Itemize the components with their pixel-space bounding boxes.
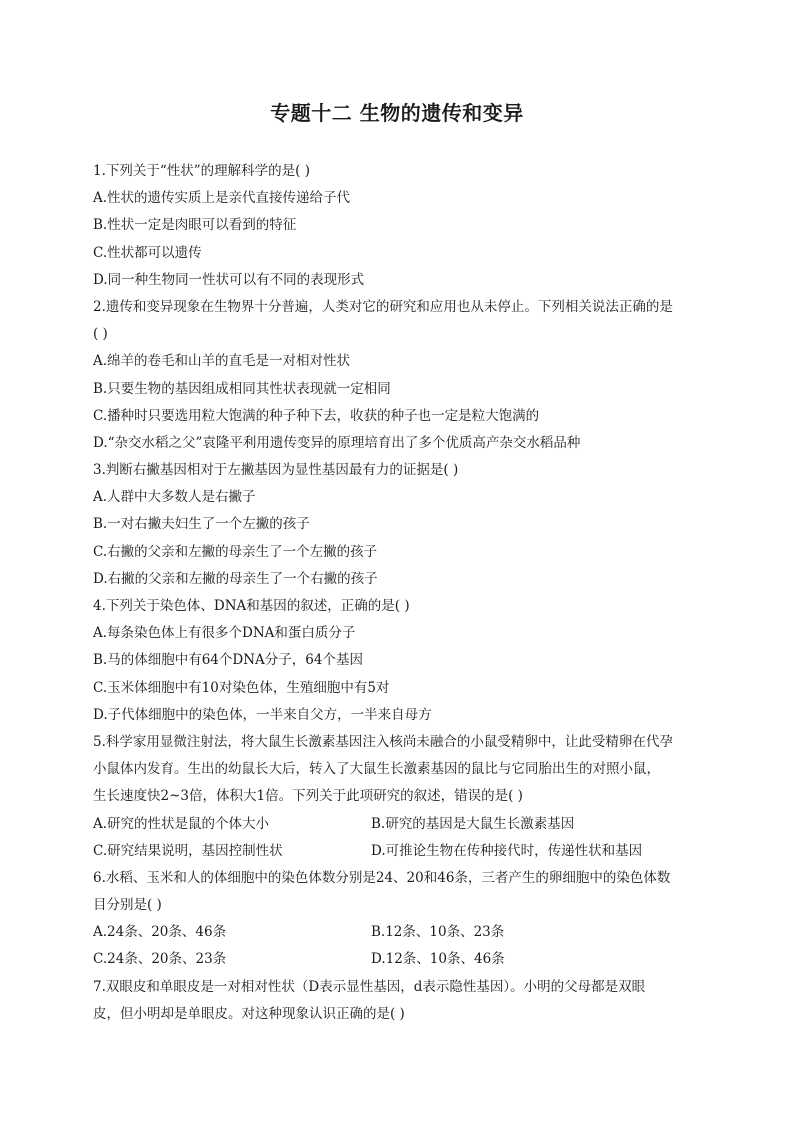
q4-stem: 4.下列关于染色体、DNA和基因的叙述，正确的是( ) bbox=[93, 598, 410, 614]
q6-option-a: A.24条、20条、46条 bbox=[93, 924, 227, 941]
q5-stem-cont: 生长速度快2~3倍，体积大1倍。下列关于此项研究的叙述，错误的是( ) bbox=[93, 788, 523, 805]
page-title: 专题十二 生物的遗传和变异 bbox=[270, 101, 524, 125]
q3-stem: 3.判断右撇基因相对于左撇基因为显性基因最有力的证据是( ) bbox=[93, 462, 459, 479]
q5-stem-cont: 小鼠体内发育。生出的幼鼠长大后，转入了大鼠生长激素基因的鼠比与它同胎出生的对照小鼠， bbox=[93, 761, 660, 778]
q6-options-row bbox=[93, 946, 703, 973]
question-list bbox=[93, 158, 703, 1028]
q2-option-c: C.播种时只要选用粒大饱满的种子种下去，收获的种子也一定是粒大饱满的 bbox=[93, 407, 540, 424]
q1-option-d: D.同一种生物同一性状可以有不同的表现形式 bbox=[93, 271, 365, 288]
q4-option-b: B.马的体细胞中有64个DNA分子，64个基因 bbox=[93, 652, 363, 669]
q6-option-c: C.24条、20条、23条 bbox=[93, 951, 227, 968]
q5-option-d: D.可推论生物在传种接代时，传递性状和基因 bbox=[371, 842, 643, 859]
q7-stem-cont: 皮，但小明却是单眼皮。对这种现象认识正确的是( ) bbox=[93, 1005, 405, 1022]
q6-stem: 6.水稻、玉米和人的体细胞中的染色体数分别是24、20和46条，三者产生的卵细胞中的染色体数 bbox=[93, 869, 671, 886]
q5-option-c: C.研究结果说明，基因控制性状 bbox=[93, 842, 283, 859]
q1-option-c: C.性状都可以遗传 bbox=[93, 244, 202, 261]
q1-option-b: B.性状一定是肉眼可以看到的特征 bbox=[93, 217, 297, 234]
q2-stem: 2.遗传和变异现象在生物界十分普遍，人类对它的研究和应用也从未停止。下列相关说法正确的是 bbox=[93, 298, 673, 315]
q4-option-c: C.玉米体细胞中有10对染色体，生殖细胞中有5对 bbox=[93, 679, 390, 696]
q3-option-a: A.人群中大多数人是右撇子 bbox=[93, 489, 256, 506]
q2-stem-cont: ( ) bbox=[93, 326, 108, 343]
q2-option-a: A.绵羊的卷毛和山羊的直毛是一对相对性状 bbox=[93, 353, 351, 370]
q6-stem-cont: 目分别是( ) bbox=[93, 897, 162, 914]
q5-options-row bbox=[93, 838, 703, 865]
q2-option-d: D.“杂交水稻之父”袁隆平利用遗传变异的原理培育出了多个优质高产杂交水稻品种 bbox=[93, 434, 581, 451]
q6-option-b: B.12条、10条、23条 bbox=[371, 924, 505, 941]
q2-option-b: B.只要生物的基因组成相同其性状表现就一定相同 bbox=[93, 380, 391, 397]
q4-option-d: D.子代体细胞中的染色体，一半来自父方，一半来自母方 bbox=[93, 706, 432, 723]
q3-option-d: D.右撇的父亲和左撇的母亲生了一个右撇的孩子 bbox=[93, 570, 378, 587]
q6-options-row bbox=[93, 919, 703, 946]
q5-option-a: A.研究的性状是鼠的个体大小 bbox=[93, 815, 270, 832]
q5-options-row bbox=[93, 811, 703, 838]
q7-stem: 7.双眼皮和单眼皮是一对相对性状（D表示显性基因，d表示隐性基因）。小明的父母都是双眼 bbox=[93, 978, 646, 995]
q1-option-a: A.性状的遗传实质上是亲代直接传递给子代 bbox=[93, 190, 351, 207]
q6-option-d: D.12条、10条、46条 bbox=[371, 951, 505, 968]
q5-stem: 5.科学家用显微注射法，将大鼠生长激素基因注入核尚未融合的小鼠受精卵中，让此受精卵在代孕 bbox=[93, 733, 673, 750]
q3-option-b: B.一对右撇夫妇生了一个左撇的孩子 bbox=[93, 516, 310, 533]
q1-stem: 1.下列关于“性状”的理解科学的是( ) bbox=[93, 163, 311, 179]
q5-option-b: B.研究的基因是大鼠生长激素基因 bbox=[371, 815, 575, 832]
q4-option-a: A.每条染色体上有很多个DNA和蛋白质分子 bbox=[93, 625, 356, 642]
q3-option-c: C.右撇的父亲和左撇的母亲生了一个左撇的孩子 bbox=[93, 543, 378, 560]
